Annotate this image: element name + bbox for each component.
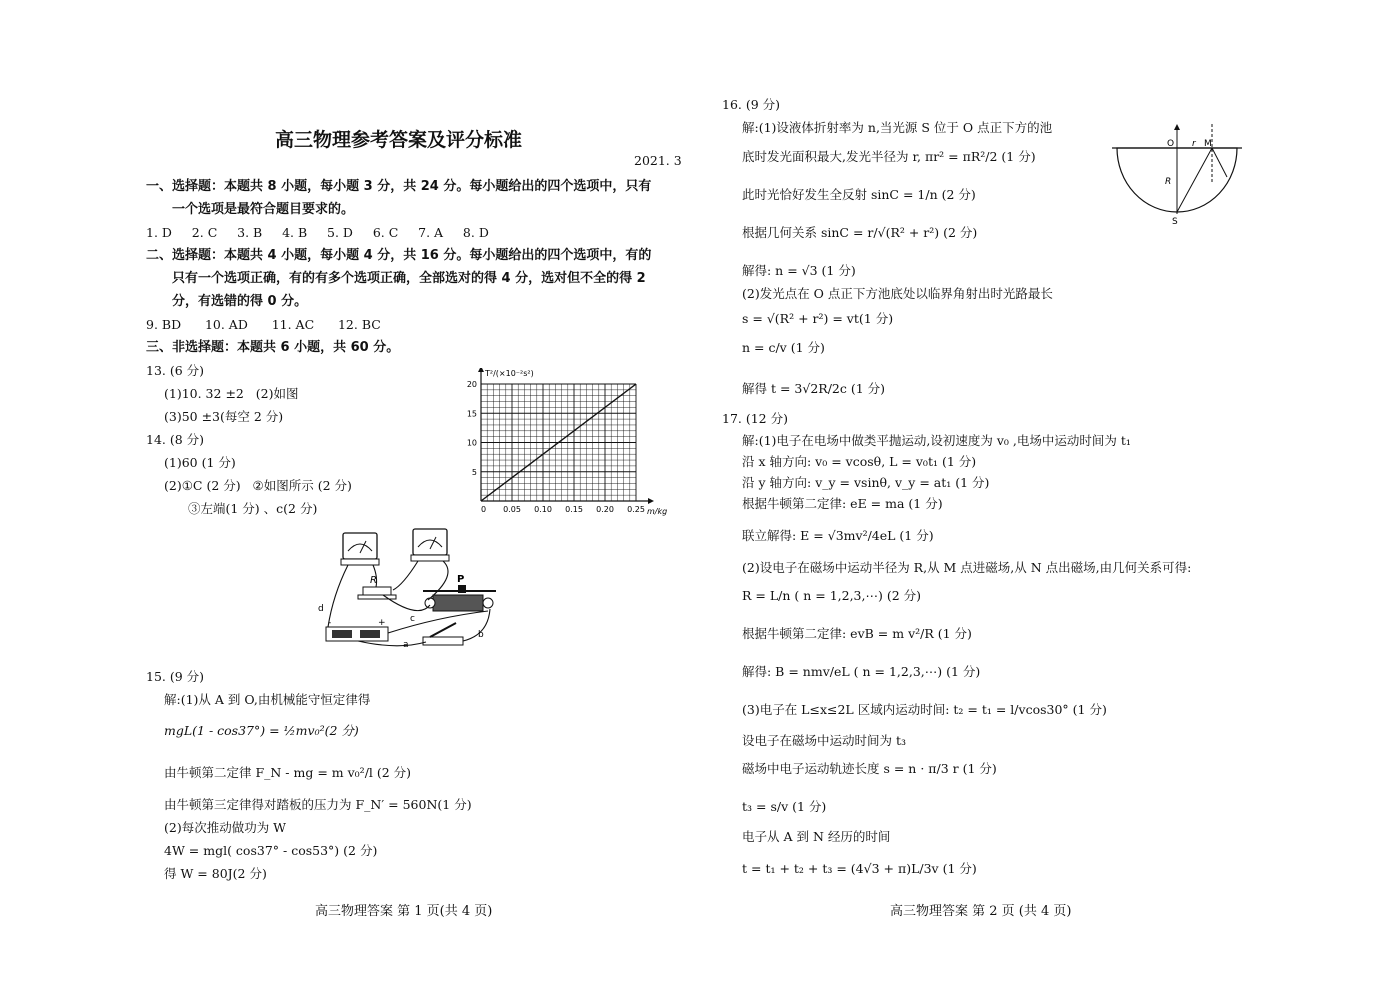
- label-O: O: [1167, 139, 1175, 149]
- q16-line-1: 解:(1)设液体折射率为 n,当光源 S 位于 O 点正下方的池: [742, 120, 1053, 135]
- q16-line-7: s = √(R² + r²) = vt(1 分): [742, 311, 894, 326]
- label-M: M: [1204, 139, 1212, 149]
- q16-pool-diagram: [1112, 122, 1242, 227]
- x-tick-label: 0.05: [503, 505, 521, 514]
- label-minus: -: [328, 618, 332, 628]
- q13-graph: [455, 368, 690, 523]
- label-P: P: [457, 574, 465, 585]
- label-c: c: [410, 614, 415, 624]
- q15-line-2: mgL(1 - cos37°) = ½mv₀²(2 分): [164, 723, 359, 738]
- section-2-line-1: 二、选择题：本题共 4 小题，每小题 4 分，共 16 分。每小题给出的四个选项中，有的: [146, 248, 652, 263]
- voltmeter-icon: [411, 529, 449, 561]
- page-title: 高三物理参考答案及评分标准: [275, 129, 523, 151]
- q15-line-4: 由牛顿第三定律得对踏板的压力为 F_N′ = 560N(1 分): [164, 797, 472, 812]
- footer-page-2: 高三物理答案 第 2 页 (共 4 页): [890, 904, 1072, 919]
- q15-line-5: (2)每次推动做功为 W: [164, 820, 287, 835]
- battery-icon: [326, 627, 388, 641]
- rheostat-icon: [423, 585, 496, 611]
- q13-heading: 13. (6 分): [146, 363, 205, 378]
- ammeter-icon: [341, 533, 379, 565]
- footer-page-1: 高三物理答案 第 1 页(共 4 页): [315, 904, 493, 919]
- section-3-heading: 三、非选择题：本题共 6 小题，共 60 分。: [146, 340, 400, 355]
- graph-x-label: m/kg: [647, 507, 668, 516]
- q17-line-10: (3)电子在 L≤x≤2L 区域内运动时间: t₂ = t₁ = l/vcos30° (1 分): [742, 702, 1107, 717]
- q13-answer-2: (3)50 ±3(每空 2 分): [164, 409, 284, 424]
- label-a: a: [403, 640, 409, 650]
- x-tick-label: 0: [481, 505, 487, 514]
- q14-answer-2: (2)①C (2 分) ②如图所示 (2 分): [164, 478, 352, 493]
- q15-line-6: 4W = mgl( cos37° - cos53°) (2 分): [164, 843, 378, 858]
- q14-circuit-diagram: [318, 525, 503, 650]
- y-axis-arrow: [478, 368, 484, 372]
- q17-line-8: 根据牛顿第二定律: evB = m v²/R (1 分): [742, 626, 972, 641]
- q17-line-1: 解:(1)电子在电场中做类平抛运动,设初速度为 v₀ ,电场中运动时间为 t₁: [742, 433, 1131, 448]
- q17-line-7: R = L/n ( n = 1,2,3,⋯) (2 分): [742, 588, 921, 603]
- y-tick-label: 10: [466, 438, 477, 448]
- x-tick-label: 0.10: [534, 505, 552, 514]
- q15-line-1: 解:(1)从 A 到 O,由机械能守恒定律得: [164, 692, 371, 707]
- graph-y-label: T²/(×10⁻²s²): [485, 369, 534, 378]
- label-R: R: [370, 575, 377, 586]
- x-axis-arrow: [648, 498, 654, 504]
- q15-line-7: 得 W = 80J(2 分): [164, 866, 267, 881]
- q16-line-2: 底时发光面积最大,发光半径为 r, πr² = πR²/2 (1 分): [742, 149, 1036, 164]
- q17-line-6: (2)设电子在磁场中运动半径为 R,从 M 点进磁场,从 N 点出磁场,由几何关系可得:: [742, 560, 1192, 575]
- q17-line-9: 解得: B = nmv/eL ( n = 1,2,3,⋯) (1 分): [742, 664, 981, 679]
- y-tick-label: 20: [466, 380, 477, 389]
- q17-heading: 17. (12 分): [722, 411, 788, 426]
- section-1-line-2: 一个选项是最符合题目要求的。: [172, 202, 355, 217]
- switch-icon: [423, 623, 463, 645]
- q14-heading: 14. (8 分): [146, 432, 205, 447]
- q17-line-13: t₃ = s/v (1 分): [742, 799, 827, 814]
- q17-line-14: 电子从 A 到 N 经历的时间: [742, 829, 891, 844]
- q17-line-11: 设电子在磁场中运动时间为 t₃: [742, 733, 907, 748]
- q17-line-12: 磁场中电子运动轨迹长度 s = n · π/3 r (1 分): [742, 761, 997, 776]
- doc-date: 2021. 3: [634, 153, 682, 168]
- x-tick-label: 0.25: [627, 505, 645, 514]
- label-S: S: [1172, 217, 1178, 227]
- x-tick-label: 0.20: [596, 505, 614, 514]
- q17-line-15: t = t₁ + t₂ + t₃ = (4√3 + π)L/3v (1 分): [742, 861, 977, 876]
- x-tick-label: 0.15: [565, 505, 583, 514]
- q14-answer-3: ③左端(1 分) 、c(2 分): [188, 501, 318, 516]
- label-r: r: [1192, 139, 1196, 149]
- q17-line-4: 根据牛顿第二定律: eE = ma (1 分): [742, 496, 943, 511]
- q16-line-3: 此时光恰好发生全反射 sinC = 1/n (2 分): [742, 187, 976, 202]
- q16-line-8: n = c/v (1 分): [742, 340, 825, 355]
- q16-line-5: 解得: n = √3 (1 分): [742, 263, 856, 278]
- q17-line-5: 联立解得: E = √3mv²/4eL (1 分): [742, 528, 934, 543]
- answers-1-8: 1. D 2. C 3. B 4. B 5. D 6. C 7. A 8. D: [146, 225, 489, 240]
- q16-line-6: (2)发光点在 O 点正下方池底处以临界角射出时光路最长: [742, 286, 1053, 301]
- q14-answer-1: (1)60 (1 分): [164, 455, 236, 470]
- section-2-line-3: 分，有选错的得 0 分。: [172, 294, 308, 309]
- q17-line-2: 沿 x 轴方向: v₀ = vcosθ, L = v₀t₁ (1 分): [742, 454, 977, 469]
- q15-line-3: 由牛顿第二定律 F_N - mg = m v₀²/l (2 分): [164, 765, 412, 780]
- resistor-icon: [358, 587, 396, 599]
- q13-answer-1: (1)10. 32 ±2 (2)如图: [164, 386, 299, 401]
- q16-line-9: 解得 t = 3√2R/2c (1 分): [742, 381, 886, 396]
- y-tick-label: 15: [466, 409, 477, 419]
- q17-line-3: 沿 y 轴方向: v_y = vsinθ, v_y = at₁ (1 分): [742, 475, 990, 490]
- q16-heading: 16. (9 分): [722, 97, 781, 112]
- section-2-line-2: 只有一个选项正确，有的有多个选项正确，全部选对的得 4 分，选对但不全的得 2: [172, 271, 646, 286]
- label-R: R: [1165, 177, 1172, 187]
- y-tick-label: 5: [471, 467, 477, 477]
- section-1-line-1: 一、选择题：本题共 8 小题，每小题 3 分，共 24 分。每小题给出的四个选项中，只有: [146, 179, 652, 194]
- label-b: b: [478, 630, 484, 640]
- label-d: d: [318, 604, 324, 614]
- q15-heading: 15. (9 分): [146, 669, 205, 684]
- q16-line-4: 根据几何关系 sinC = r/√(R² + r²) (2 分): [742, 225, 978, 240]
- answers-9-12: 9. BD 10. AD 11. AC 12. BC: [146, 317, 381, 332]
- label-plus: +: [378, 618, 386, 628]
